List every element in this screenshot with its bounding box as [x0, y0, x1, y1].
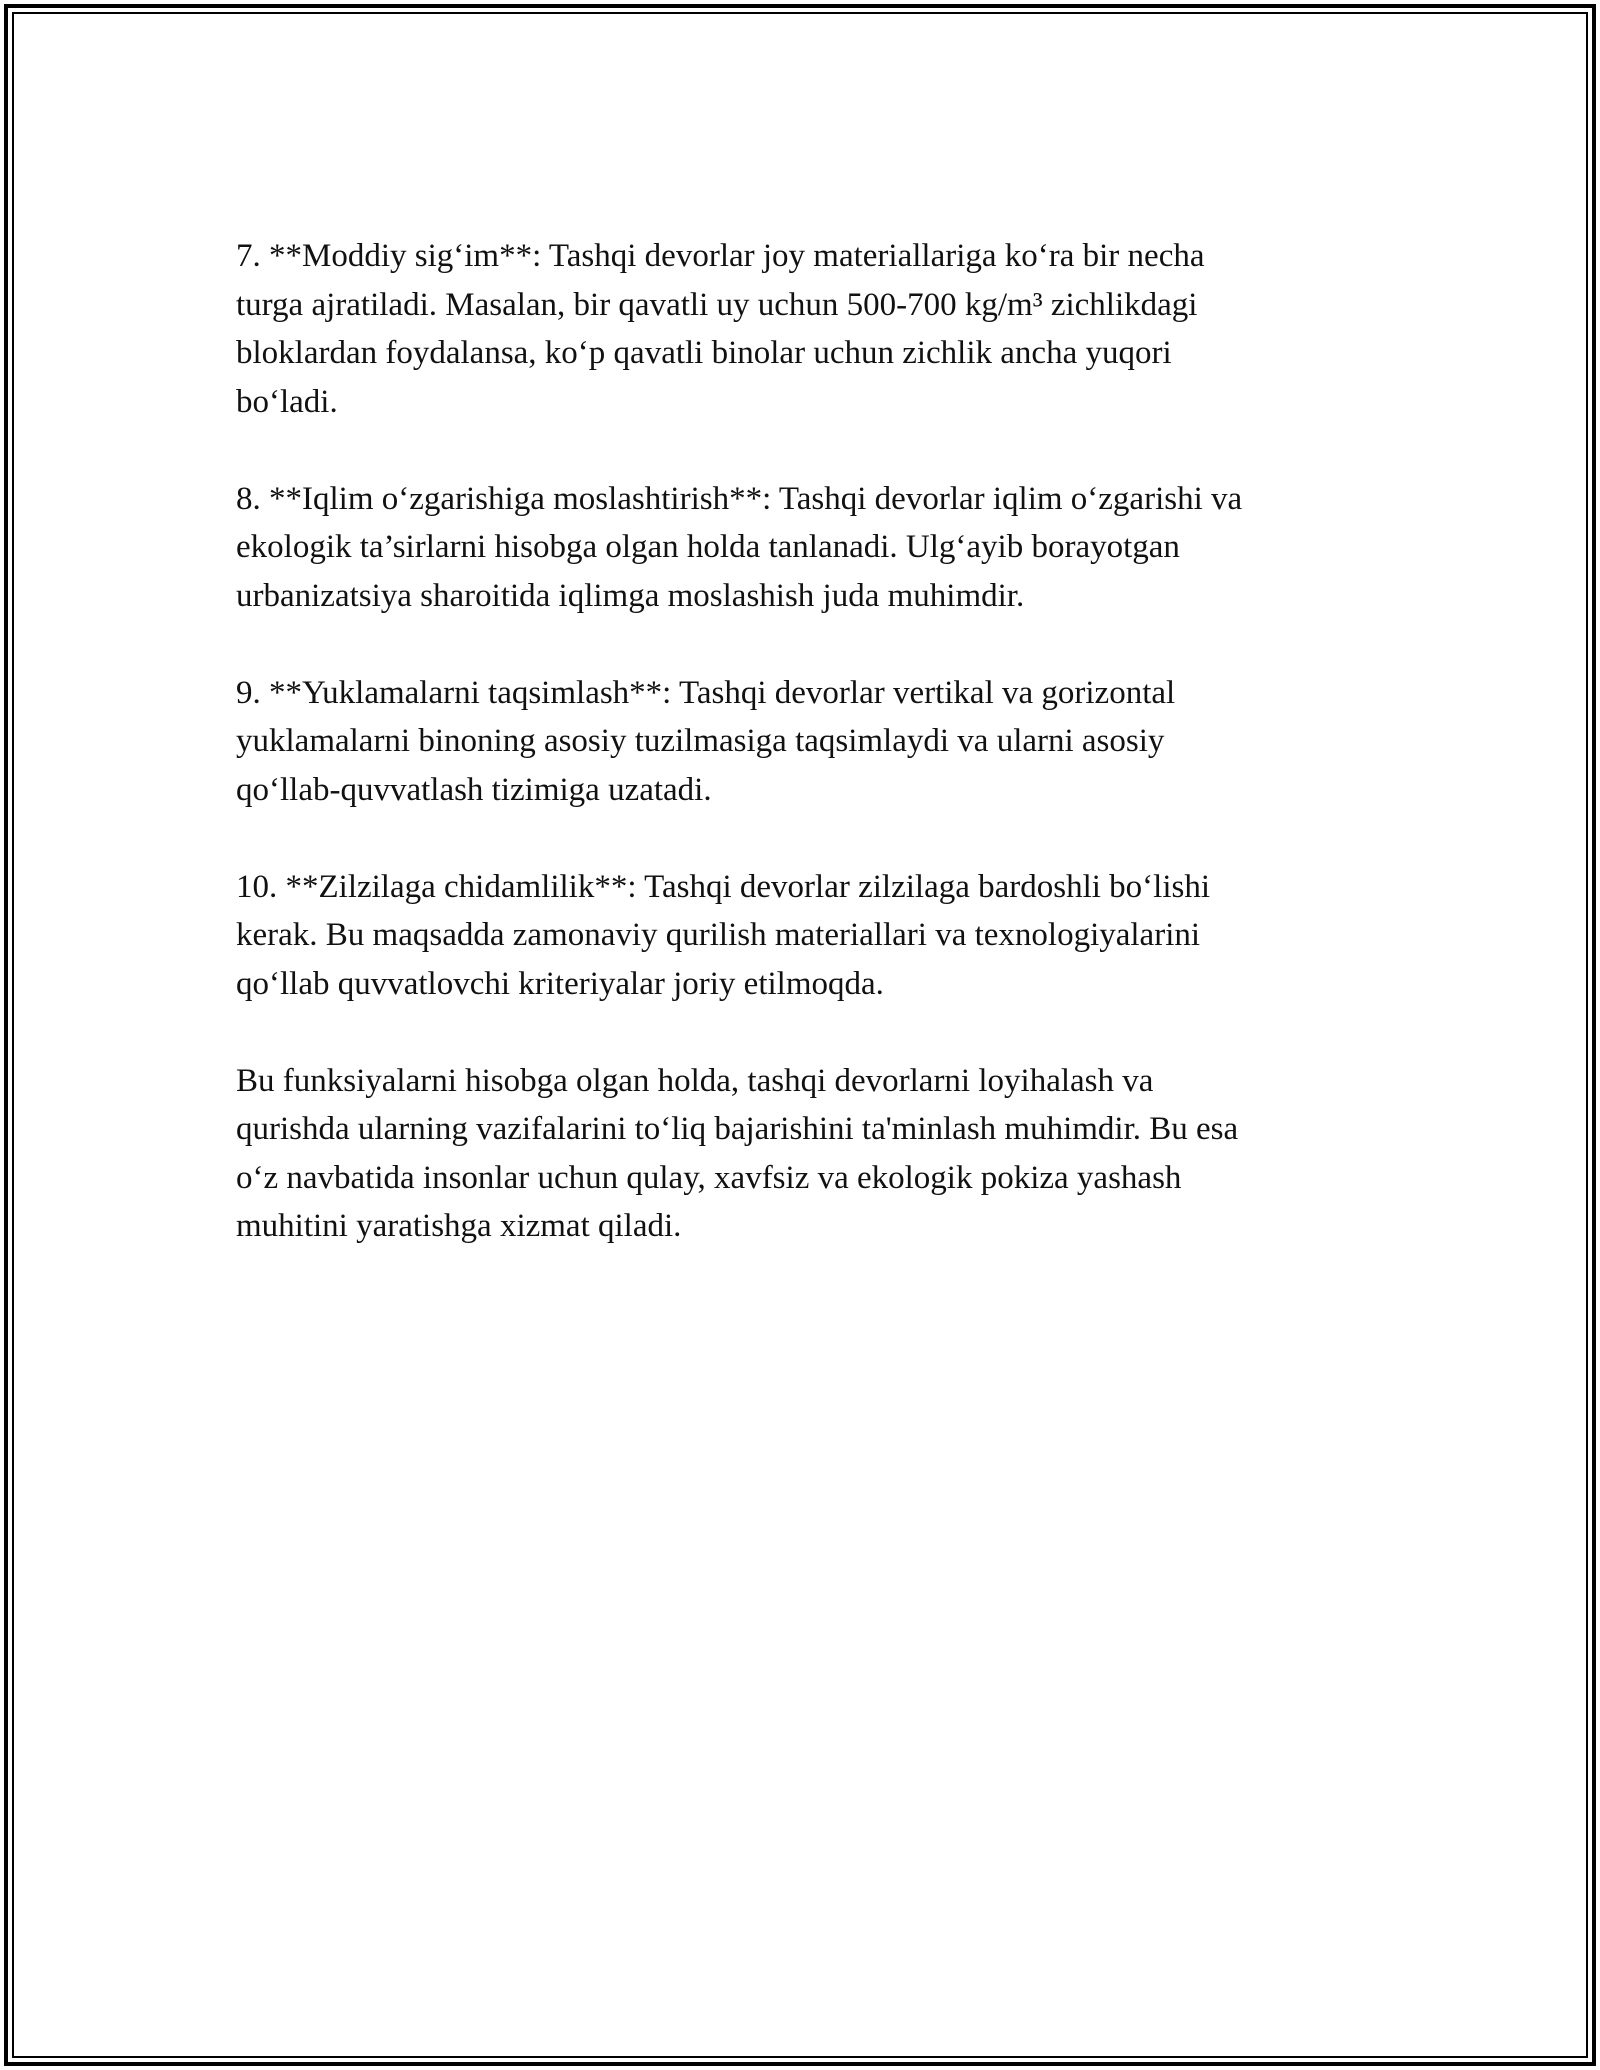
text-line: yuklamalarni binoning asosiy tuzilmasiga taqsimlaydi va ularni asosiy — [236, 723, 1165, 759]
text-line: bloklardan foydalansa, ko‘p qavatli binolar uchun zichlik ancha yuqori — [236, 335, 1172, 371]
text-line: 9. **Yuklamalarni taqsimlash**: Tashqi devorlar vertikal va gorizontal — [236, 674, 1176, 711]
text-line: ekologik ta’sirlarni hisobga olgan holda tanlanadi. Ulg‘ayib borayotgan — [236, 529, 1180, 565]
paragraph-yuklamalar — [236, 669, 1376, 815]
document-body — [236, 232, 1376, 1299]
text-line: Bu funksiyalarni hisobga olgan holda, tashqi devorlarni loyihalash va — [236, 1062, 1154, 1099]
text-line: o‘z navbatida insonlar uchun qulay, xavfsiz va ekologik pokiza yashash — [236, 1159, 1182, 1196]
text-line: urbanizatsiya sharoitida iqlimga moslashish juda muhimdir. — [236, 577, 1025, 614]
text-line: 7. **Moddiy sig‘im**: Tashqi devorlar joy materiallariga ko‘ra bir necha — [236, 238, 1205, 274]
text-line: qurishda ularning vazifalarini to‘liq bajarishini ta'minlash muhimdir. Bu esa — [236, 1111, 1239, 1147]
text-line: bo‘ladi. — [236, 383, 338, 420]
text-line: qo‘llab-quvvatlash tizimiga uzatadi. — [236, 771, 712, 808]
text-line: turga ajratiladi. Masalan, bir qavatli uy uchun 500-700 kg/m³ zichlikdagi — [236, 286, 1198, 323]
text-line: muhitini yaratishga xizmat qiladi. — [236, 1208, 682, 1244]
paragraph-conclusion — [236, 1057, 1376, 1251]
text-line: kerak. Bu maqsadda zamonaviy qurilish materiallari va texnologiyalarini — [236, 917, 1201, 953]
text-line: 10. **Zilzilaga chidamlilik**: Tashqi devorlar zilzilaga bardoshli bo‘lishi — [236, 868, 1211, 905]
paragraph-moddiy-sigim — [236, 232, 1376, 426]
paragraph-zilzila — [236, 863, 1376, 1009]
text-line: 8. **Iqlim o‘zgarishiga moslashtirish**: Tashqi devorlar iqlim o‘zgarishi va — [236, 480, 1243, 517]
text-line: qo‘llab quvvatlovchi kriteriyalar joriy etilmoqda. — [236, 965, 884, 1002]
paragraph-iqlim — [236, 475, 1376, 621]
